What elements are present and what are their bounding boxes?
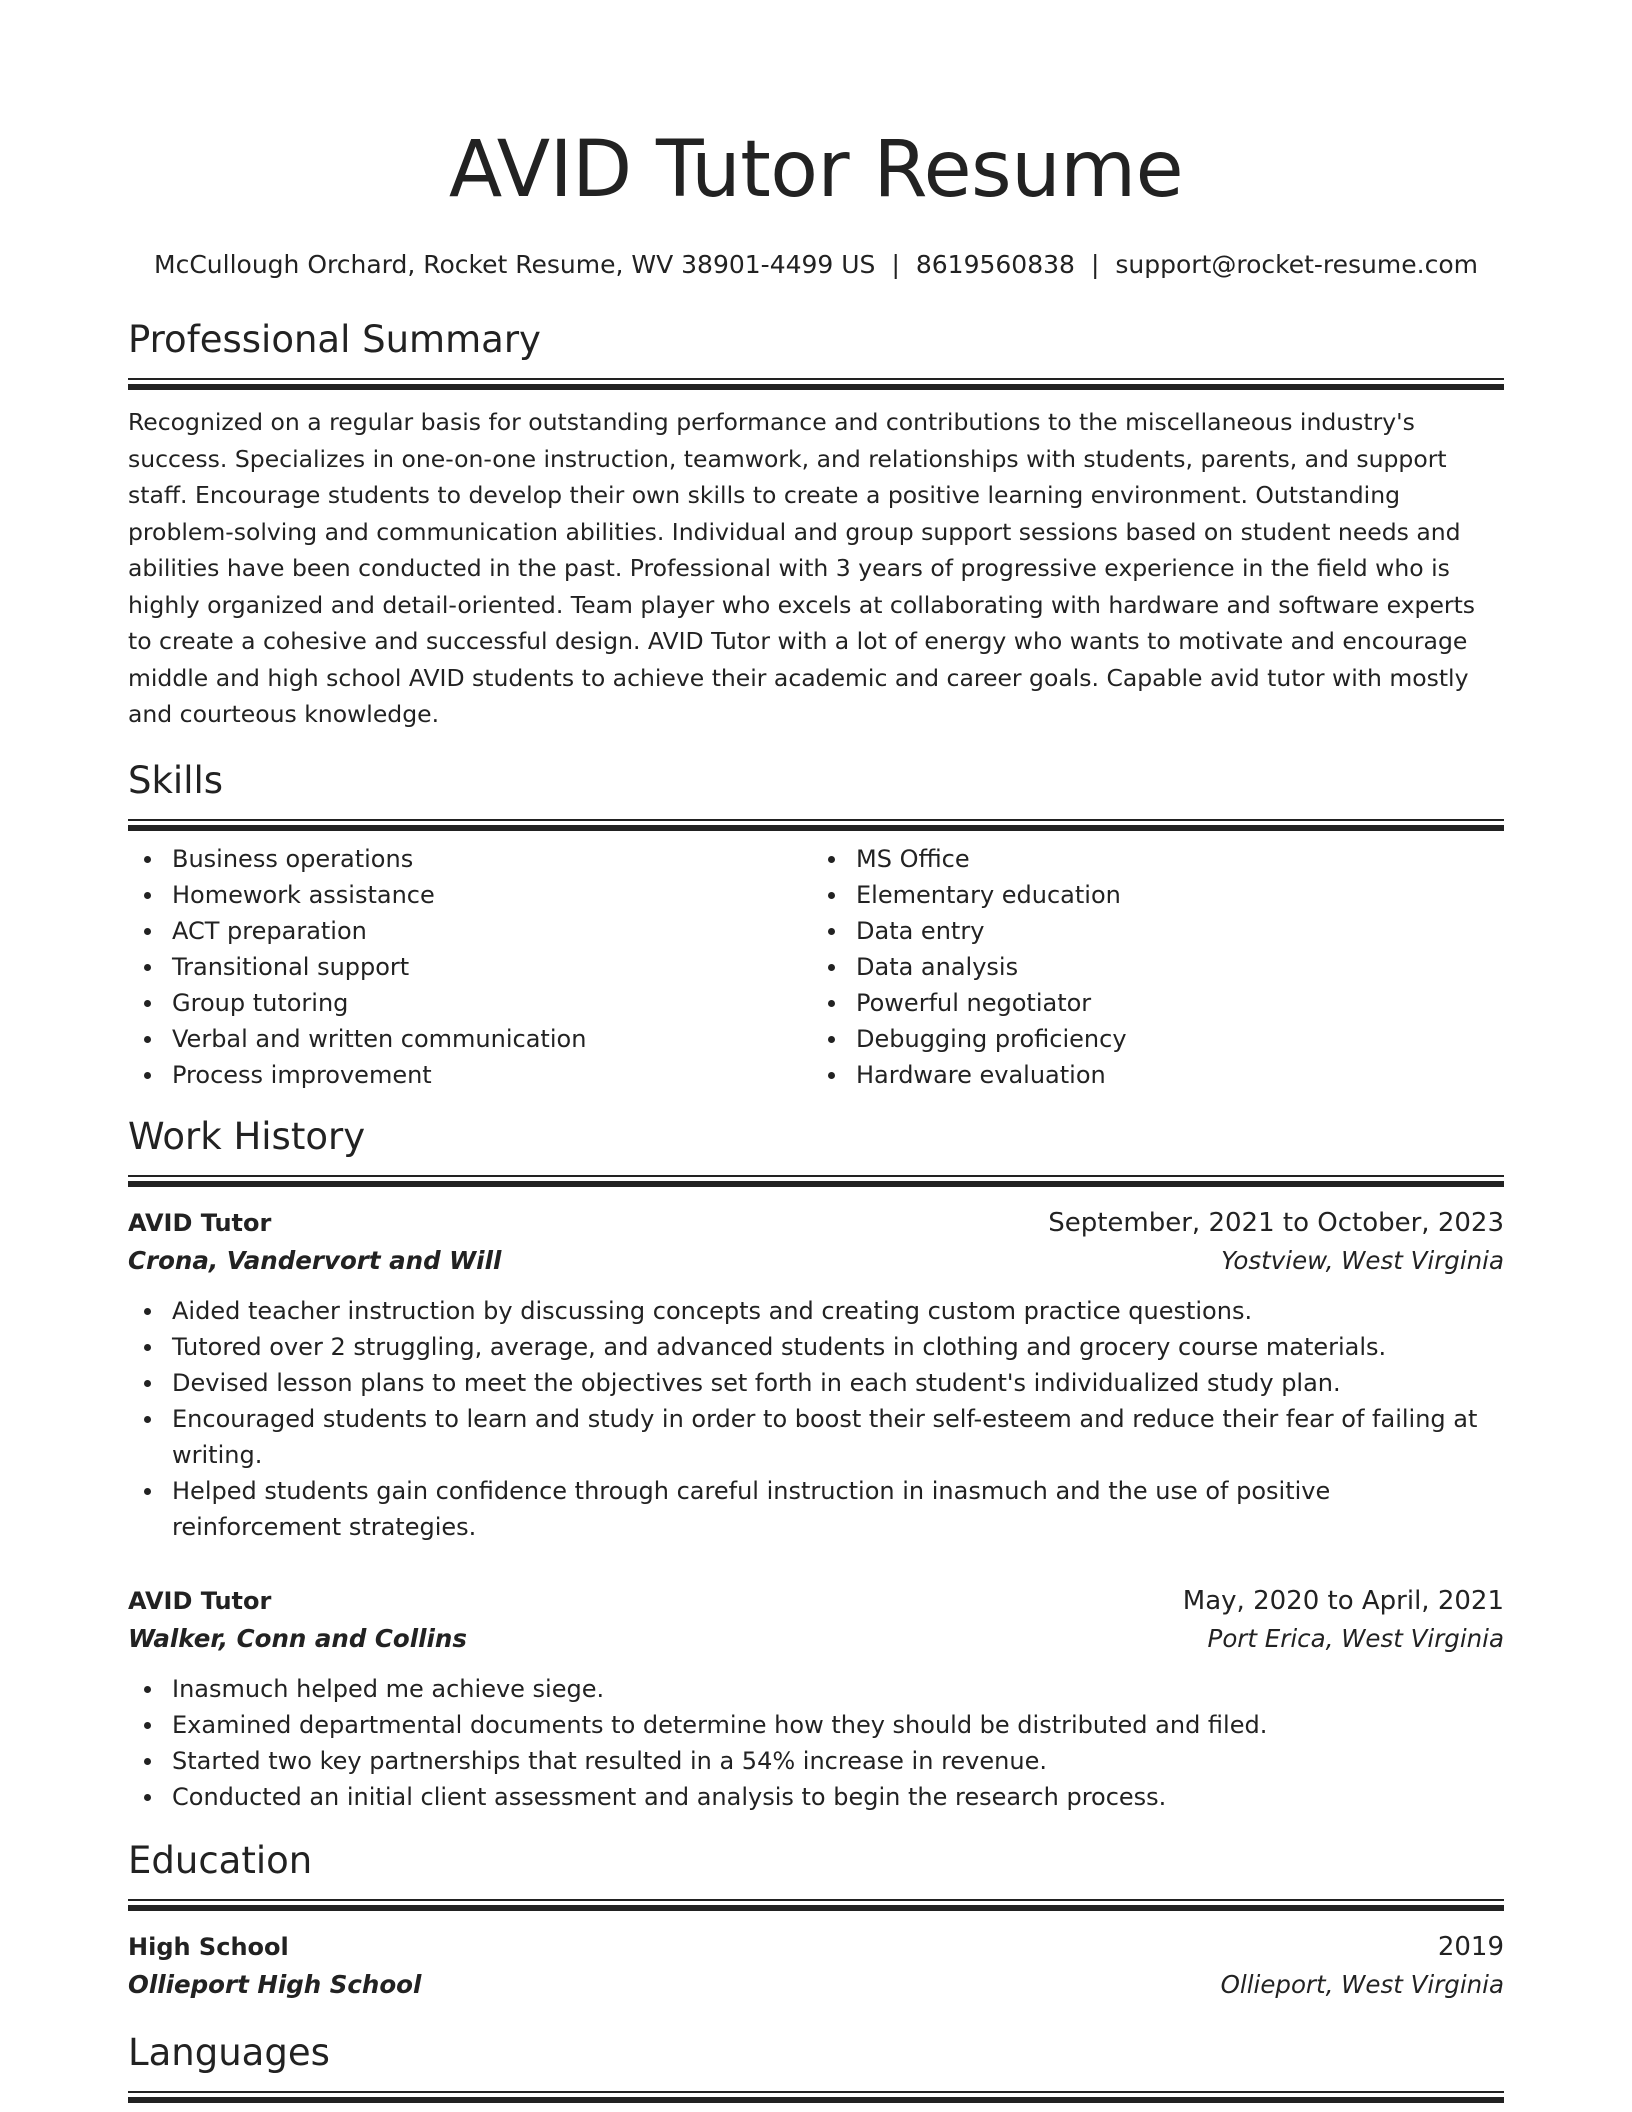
section-divider xyxy=(128,1899,1504,1911)
skill-item: Data analysis xyxy=(816,949,1504,985)
skill-item: Business operations xyxy=(128,841,816,877)
languages-heading: Languages xyxy=(128,2030,330,2074)
education-entry xyxy=(128,1929,1504,2005)
education-section xyxy=(128,1837,1504,2005)
job-entry xyxy=(128,1583,1504,1815)
skill-item: Powerful negotiator xyxy=(816,985,1504,1021)
skill-item: Transitional support xyxy=(128,949,816,985)
skill-item: Group tutoring xyxy=(128,985,816,1021)
job-title: AVID Tutor xyxy=(128,1208,272,1237)
skill-item: Verbal and written communication xyxy=(128,1021,816,1057)
job-bullet: Encouraged students to learn and study in order to boost their self-esteem and reduce their fear of failing at writing. xyxy=(128,1401,1504,1473)
skill-item: Elementary education xyxy=(816,877,1504,913)
skill-item: Debugging proficiency xyxy=(816,1021,1504,1057)
contact-phone: 8619560838 xyxy=(915,250,1075,279)
skills-section xyxy=(128,757,1504,1093)
section-divider xyxy=(128,378,1504,390)
contact-separator: | xyxy=(1090,250,1100,279)
section-divider xyxy=(128,1175,1504,1187)
job-dates: May, 2020 to April, 2021 xyxy=(1182,1585,1504,1616)
skills-heading: Skills xyxy=(128,758,224,802)
job-dates: September, 2021 to October, 2023 xyxy=(1048,1207,1504,1238)
skill-item: Homework assistance xyxy=(128,877,816,913)
job-bullet: Conducted an initial client assessment and analysis to begin the research process. xyxy=(128,1779,1504,1815)
summary-text: Recognized on a regular basis for outstanding performance and contributions to the miscellaneous industry's success. Specializes in one-on-one instruction, teamwork, and relationships with students, parents, and support staff. Encourage students to develop their own skills to create a positive learning environment. Outstanding problem-solving and communication abilities. Individual and group support sessions based on student needs and abilities have been conducted in the past. Professional with 3 years of progressive experience in the field who is highly organized and detail-oriented. Team player who excels at collaborating with hardware and software experts to create a cohesive and successful design. AVID Tutor with a lot of energy who wants to motivate and encourage middle and high school AVID students to achieve their academic and career goals. Capable avid tutor with mostly and courteous knowledge. xyxy=(128,408,1476,728)
education-school: Ollieport High School xyxy=(128,1969,422,1999)
skill-item: Process improvement xyxy=(128,1057,816,1093)
job-bullets xyxy=(128,1293,1504,1545)
job-bullet: Tutored over 2 struggling, average, and advanced students in clothing and grocery course materials. xyxy=(128,1329,1504,1365)
summary-section xyxy=(128,316,1504,733)
education-location: Ollieport, West Virginia xyxy=(1220,1969,1504,1999)
education-heading: Education xyxy=(128,1838,313,1882)
work-history-heading: Work History xyxy=(128,1114,366,1158)
education-degree: High School xyxy=(128,1932,289,1961)
job-bullet: Helped students gain confidence through careful instruction in inasmuch and the use of positive reinforcement strategies. xyxy=(128,1473,1504,1545)
job-entry xyxy=(128,1205,1504,1545)
skill-item: Data entry xyxy=(816,913,1504,949)
skill-item: ACT preparation xyxy=(128,913,816,949)
skill-item: Hardware evaluation xyxy=(816,1057,1504,1093)
job-bullet: Aided teacher instruction by discussing concepts and creating custom practice questions. xyxy=(128,1293,1504,1329)
job-bullet: Started two key partnerships that resulted in a 54% increase in revenue. xyxy=(128,1743,1504,1779)
job-bullet: Examined departmental documents to determine how they should be distributed and filed. xyxy=(128,1707,1504,1743)
job-bullet: Inasmuch helped me achieve siege. xyxy=(128,1671,1504,1707)
job-employer: Walker, Conn and Collins xyxy=(128,1623,467,1653)
section-divider xyxy=(128,2091,1504,2103)
job-location: Port Erica, West Virginia xyxy=(1207,1623,1504,1653)
job-title: AVID Tutor xyxy=(128,1586,272,1615)
skills-list xyxy=(128,841,1504,1093)
job-location: Yostview, West Virginia xyxy=(1221,1245,1504,1275)
job-bullets xyxy=(128,1671,1504,1815)
contact-line xyxy=(128,248,1504,282)
contact-separator: | xyxy=(891,250,900,279)
work-history-section xyxy=(128,1113,1504,1815)
summary-heading: Professional Summary xyxy=(128,318,541,361)
education-year: 2019 xyxy=(1437,1931,1504,1962)
skill-item: MS Office xyxy=(816,841,1504,877)
skills-column-right xyxy=(816,841,1504,1093)
section-divider xyxy=(128,819,1504,831)
resume-title: AVID Tutor Resume xyxy=(448,125,1184,215)
languages-section xyxy=(128,2029,1504,2103)
job-employer: Crona, Vandervort and Will xyxy=(128,1245,502,1275)
contact-email: support@rocket-resume.com xyxy=(1115,250,1478,279)
skills-column-left xyxy=(128,841,816,1093)
job-bullet: Devised lesson plans to meet the objectives set forth in each student's individualized study plan. xyxy=(128,1365,1504,1401)
contact-address: McCullough Orchard, Rocket Resume, WV 38901-4499 US xyxy=(154,250,876,279)
